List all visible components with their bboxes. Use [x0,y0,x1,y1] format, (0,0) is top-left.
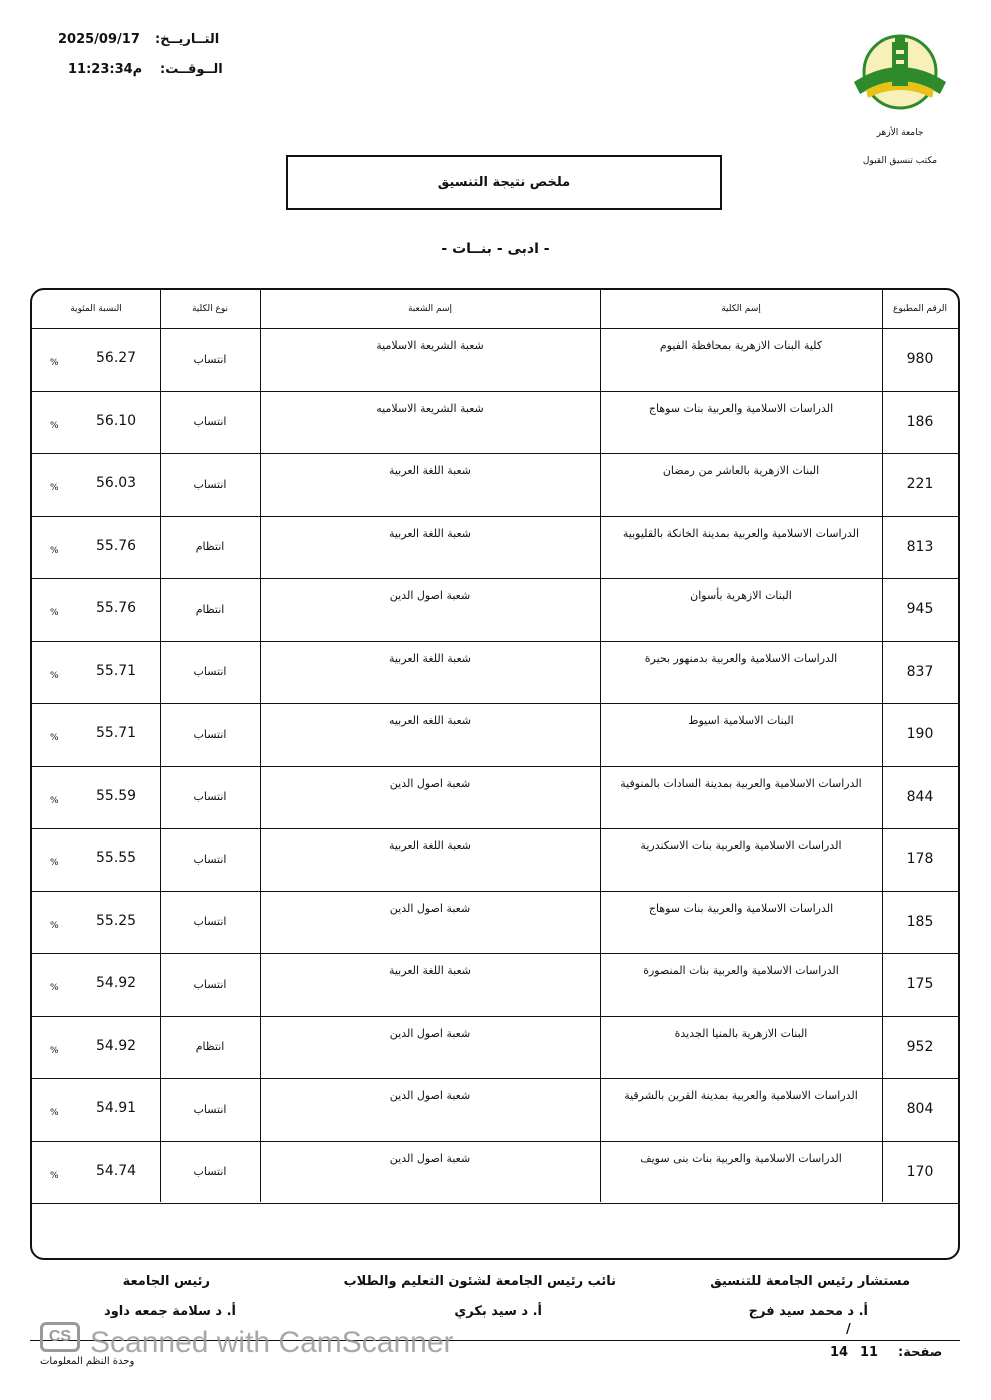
table-row [32,1078,958,1142]
row-college: البنات الازهرية بالعاشر من رمضان [662,464,820,477]
signature-right-name: أ. د محمد سيد فرج [748,1304,868,1319]
row-percent-sign: % [50,920,59,931]
row-division: شعبة اللغة العربية [388,964,472,977]
row-college: الدراسات الاسلامية والعربية بنات سوهاج [648,401,834,415]
row-percent-sign: % [50,545,59,556]
row-percent: 54.91 [96,1100,137,1116]
row-code: 185 [906,913,934,930]
row-code: 178 [906,851,934,868]
row-percent: 55.71 [96,725,137,741]
row-percent-sign: % [50,358,59,368]
row-code: 844 [906,788,934,805]
table-row [32,516,958,580]
table-row [32,328,958,392]
row-code: 190 [906,726,934,743]
table-row [32,578,958,642]
row-type: انتساب [193,665,227,679]
time-label: الــوقــت: [160,62,223,77]
logo-caption-university: جامعة الأزهر [876,128,924,138]
university-logo [848,32,952,114]
al-azhar-emblem-icon [848,32,952,114]
row-type: انتظام [195,540,225,554]
row-college: الدراسات الاسلامية والعربية بنات الاسكندرية [640,839,842,852]
row-percent: 56.03 [96,475,137,491]
row-type: انتساب [193,790,227,804]
signature-left-title: رئيس الجامعة [122,1274,210,1289]
row-division: شعبة اللغه العربيه [388,714,472,727]
signature-slash: / [846,1322,851,1337]
row-code: 952 [906,1038,934,1055]
scanner-watermark: Scanned with CamScanner [90,1326,454,1359]
row-college: البنات الازهرية بالمنيا الجديدة [674,1026,808,1040]
row-division: شعبة اللغة العربية [388,839,472,852]
row-percent-sign: % [50,983,59,993]
row-percent-sign: % [50,1170,59,1181]
header-college: إسم الكلية [721,304,761,314]
header-division: إسم الشعبة [407,304,453,314]
report-subtitle: - ادبى - بنــات - [441,241,550,257]
signature-left-name: أ. د سلامة جمعه داود [104,1304,236,1319]
row-code: 804 [906,1101,934,1118]
row-percent-sign: % [50,670,59,681]
row-percent: 56.10 [96,412,137,429]
row-percent-sign: % [50,795,59,806]
row-percent-sign: % [50,1045,59,1056]
table-row [32,703,958,767]
row-percent-sign: % [50,483,59,493]
row-division: شعبة اصول الدين [389,901,471,915]
table-header [32,290,958,329]
row-college: الدراسات الاسلامية والعربية بمدينة القرين بالشرقية [624,1089,858,1102]
table-row [32,828,958,892]
report-title: ملخص نتيجة التنسيق [286,155,722,210]
row-division: شعبة الشريعة الاسلاميه [376,401,484,415]
row-college: الدراسات الاسلامية والعربية بنات المنصورة [643,964,839,977]
row-type: انتساب [193,352,227,366]
row-code: 813 [906,538,934,555]
row-college: كلية البنات الازهرية بمحافظة الفيوم [659,339,823,352]
row-percent: 55.76 [96,600,137,616]
row-college: الدراسات الاسلامية والعربية بنات بنى سويف [640,1151,842,1165]
table-row [32,641,958,705]
row-code: 175 [906,976,934,993]
row-percent: 54.74 [96,1162,137,1179]
page-total: 14 [830,1345,849,1360]
unit-label: وحدة النظم المعلومات [40,1356,135,1367]
row-type: انتساب [193,477,227,491]
row-college: الدراسات الاسلامية والعربية بمدينة السادات بالمنوفية [620,776,862,790]
date-label: التــاريــخ: [155,32,220,47]
row-college: الدراسات الاسلامية والعربية بمدينة الخانكة بالقليوبية [622,526,860,540]
row-college: الدراسات الاسلامية والعربية بنات سوهاج [648,901,834,915]
row-division: شعبة اللغة العربية [388,526,472,540]
signature-right-title: مستشار رئيس الجامعة للتنسيق [710,1274,910,1289]
row-code: 221 [906,476,934,493]
row-code: 170 [906,1163,934,1180]
signature-middle-name: أ. د سيد بكري [454,1304,542,1319]
page-label: صفحة: [898,1345,943,1360]
row-code: 186 [906,413,934,430]
row-college: البنات الازهرية بأسوان [690,589,792,602]
row-type: انتظام [195,1040,225,1054]
header-type: نوع الكلية [191,304,229,314]
row-percent: 56.27 [96,350,137,366]
row-college: الدراسات الاسلامية والعربية بدمنهور بحيرة [644,651,838,665]
header-code: الرقم المطبوع [893,304,947,314]
time-value: م11:23:34 [68,62,143,77]
row-division: شعبة اصول الدين [389,1026,471,1040]
row-type: انتساب [193,977,227,991]
row-division: شعبة اصول الدين [389,1151,471,1165]
row-percent: 55.71 [96,662,137,679]
row-percent: 55.25 [96,912,137,929]
row-division: شعبة اللغة العربية [388,651,472,665]
row-type: انتساب [193,415,227,429]
row-college: البنات الاسلامية اسيوط [688,714,794,727]
row-code: 945 [906,601,934,618]
table-row [32,766,958,830]
table-row [32,391,958,455]
row-division: شعبة اصول الدين [389,776,471,790]
header-percent: النسبة المئوية [70,304,122,314]
row-percent-sign: % [50,420,59,431]
row-type: انتساب [193,1102,227,1116]
date-value: 2025/09/17 [58,32,140,47]
camscanner-badge-icon: CS [40,1322,80,1352]
row-code: 837 [906,663,934,680]
row-type: انتساب [193,852,227,866]
table-row [32,453,958,517]
logo-caption-office: مكتب تنسيق القبول [862,156,938,166]
row-division: شعبة الشريعة الاسلامية [376,339,484,352]
page-current: 11 [860,1345,879,1360]
row-percent: 55.76 [96,537,137,554]
row-type: انتساب [193,1165,227,1179]
row-percent-sign: % [50,608,59,618]
table-row [32,1016,958,1080]
row-percent: 54.92 [96,1037,137,1054]
row-percent: 54.92 [96,975,137,991]
signature-middle-title: نائب رئيس الجامعة لشئون التعليم والطلاب [343,1274,616,1289]
table-row [32,891,958,955]
row-division: شعبة اللغة العربية [388,464,472,477]
row-type: انتساب [193,915,227,929]
row-division: شعبة اصول الدين [389,1089,471,1102]
row-type: انتساب [193,727,227,741]
table-row [32,1141,958,1205]
table-row [32,953,958,1017]
row-percent-sign: % [50,1108,59,1118]
row-division: شعبة اصول الدين [389,589,471,602]
row-type: انتظام [195,602,225,616]
row-percent: 55.59 [96,787,137,804]
row-percent-sign: % [50,733,59,743]
row-percent: 55.55 [96,850,137,866]
row-code: 980 [906,351,934,368]
row-percent-sign: % [50,858,59,868]
